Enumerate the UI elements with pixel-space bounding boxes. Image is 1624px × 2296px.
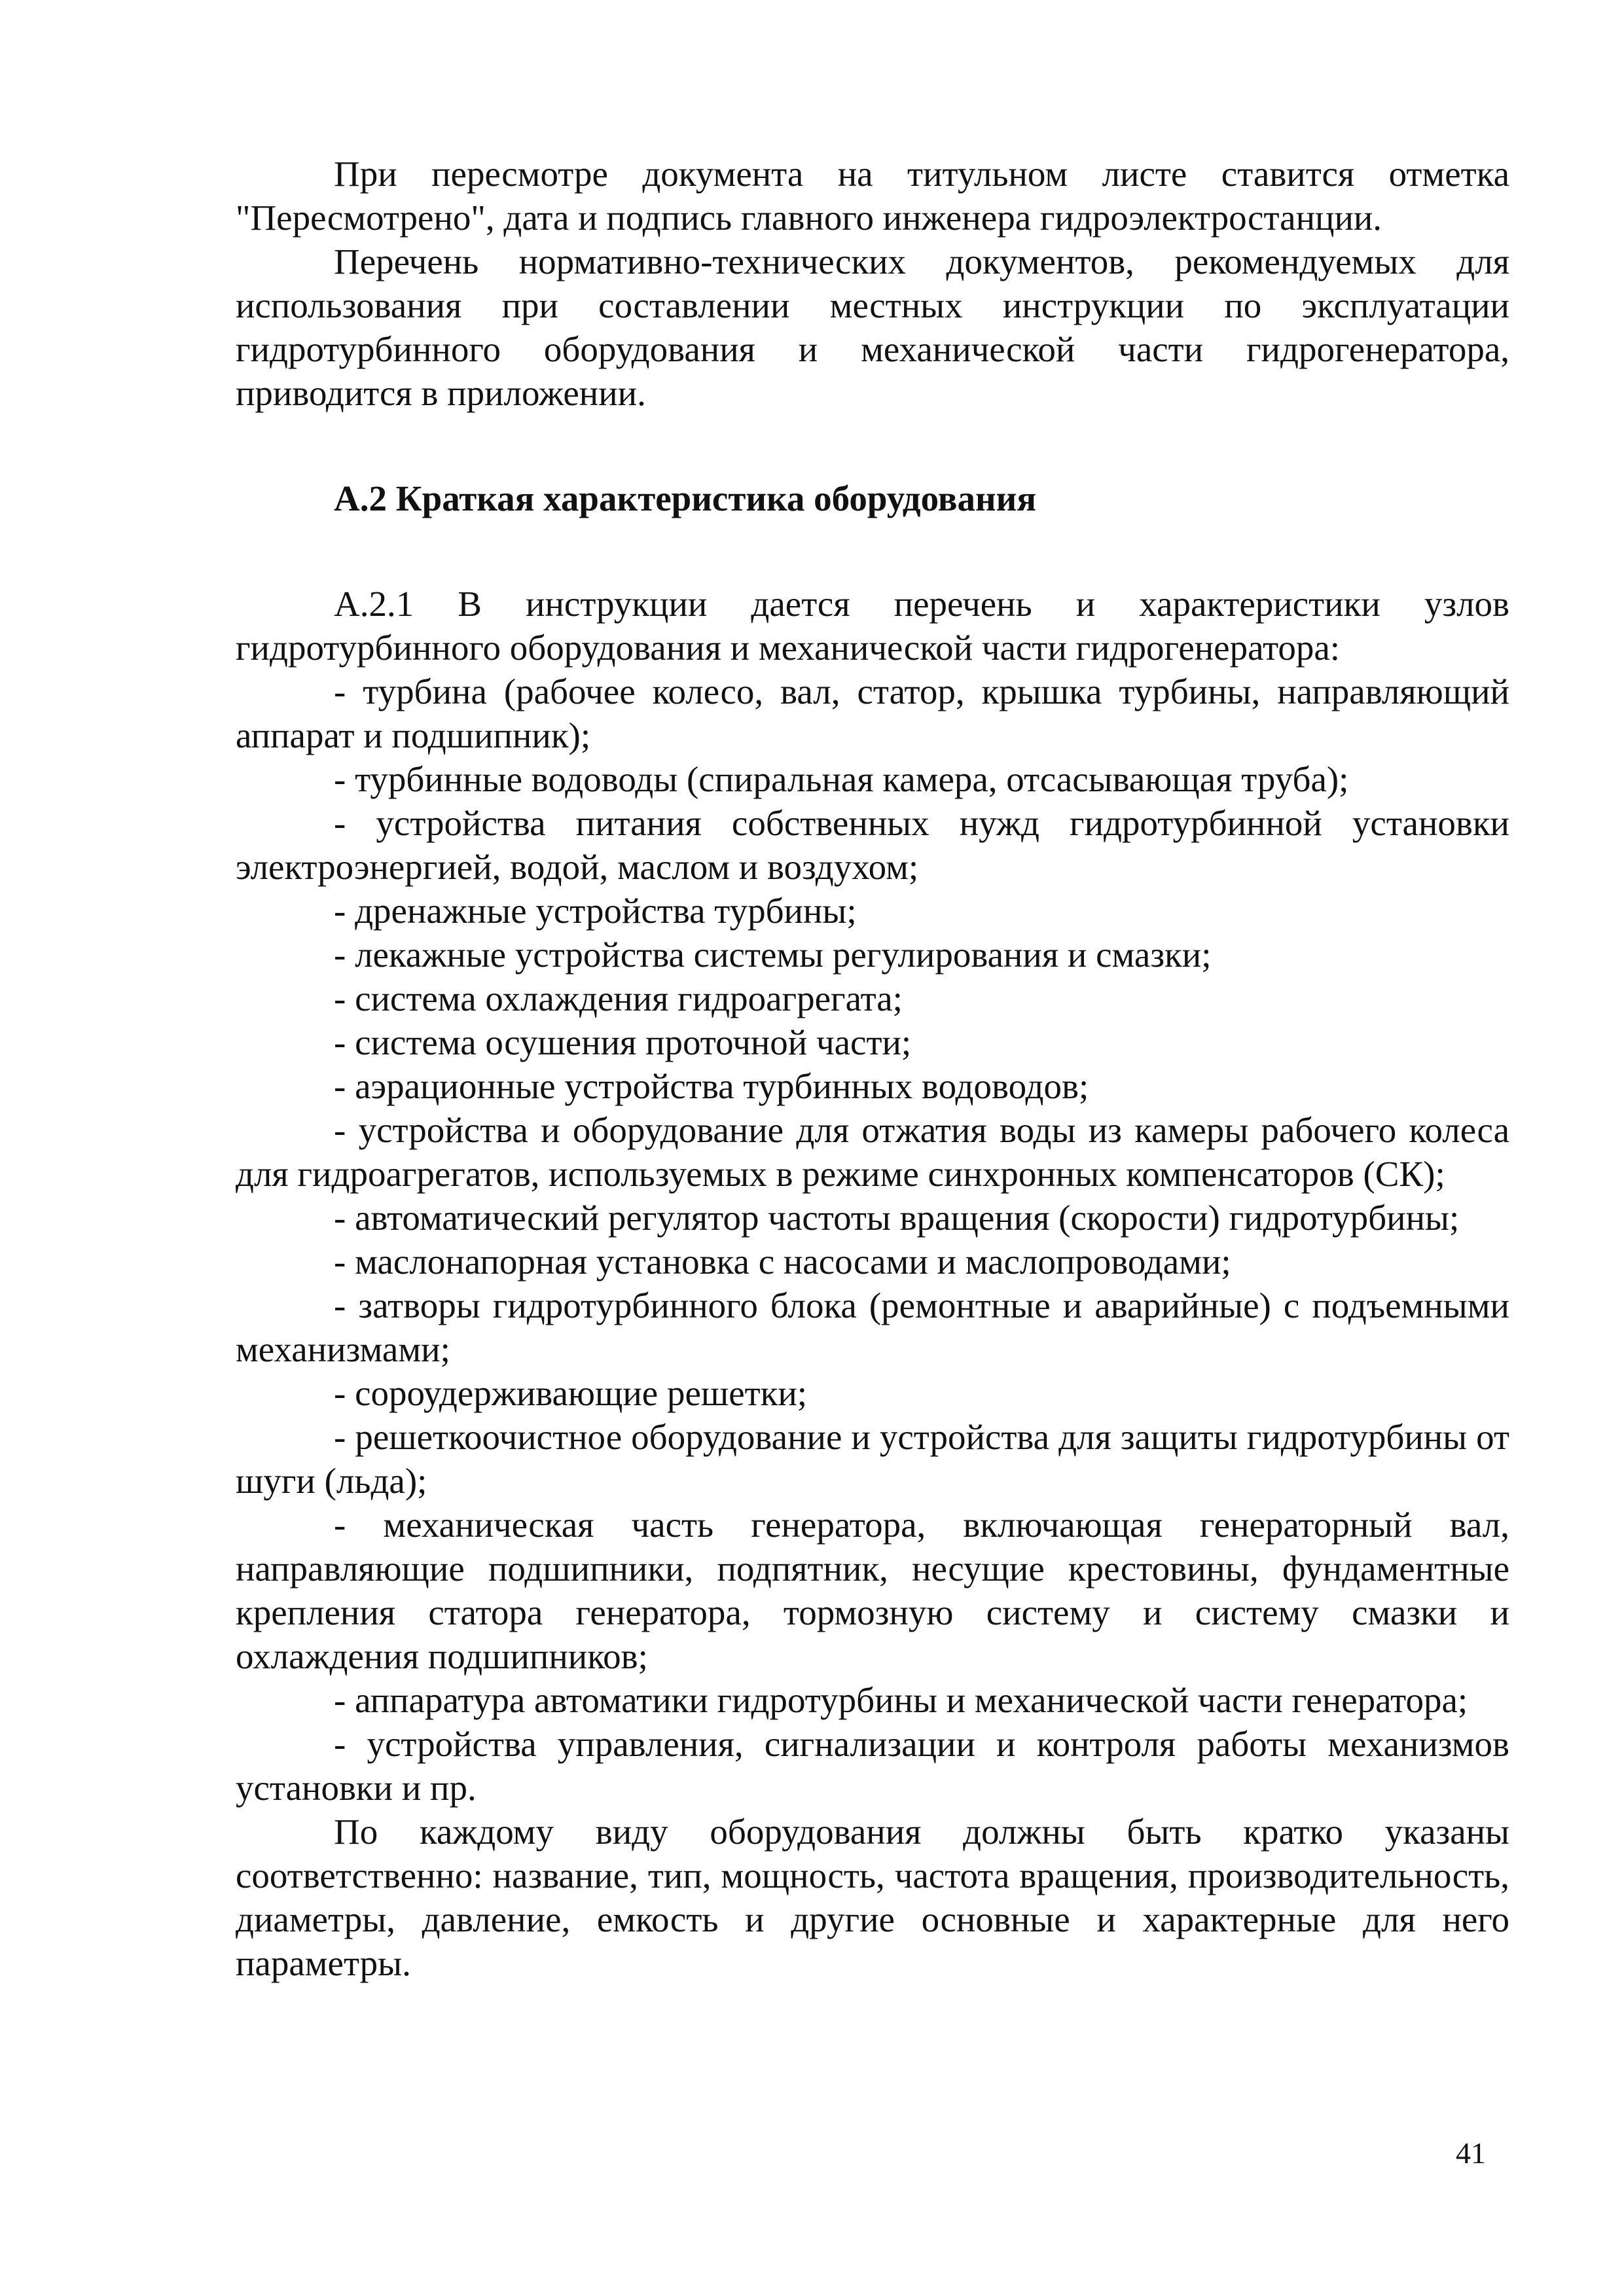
intro-paragraph: Перечень нормативно-технических документов, рекомендуемых для использования при составлении местных инструкции по эксплуатации гидротурбинного оборудования и механической части гидрогенератора, приводится в приложении. (236, 242, 1509, 413)
list-item: - устройства управления, сигнализации и контроля работы механизмов установки и пр. (236, 1724, 1509, 1808)
list-item: - аппаратура автоматики гидротурбины и механической части генератора; (334, 1680, 1468, 1720)
list-item: - решеткоочистное оборудование и устройства для защиты гидротурбины от шуги (льда); (236, 1417, 1509, 1501)
list-item: - турбина (рабочее колесо, вал, статор, крышка турбины, направляющий аппарат и подшипник); (236, 672, 1509, 755)
list-item: - сороудерживающие решетки; (334, 1373, 808, 1413)
list-item: - устройства и оборудование для отжатия воды из камеры рабочего колеса для гидроагрегатов, используемых в режиме синхронных компенсаторов (СК); (236, 1110, 1509, 1194)
list-item: - система охлаждения гидроагрегата; (334, 978, 903, 1018)
section-lead-paragraph: А.2.1 В инструкции дается перечень и характеристики узлов гидротурбинного оборудования и механической части гидрогенератора: (236, 584, 1509, 668)
closing-paragraph: По каждому виду оборудования должны быть кратко указаны соответственно: название, тип, мощность, частота вращения, производительность, диаметры, давление, емкость и другие основные и характерные для него параметры. (236, 1812, 1509, 1983)
list-item: - автоматический регулятор частоты вращения (скорости) гидротурбины; (334, 1198, 1460, 1238)
document-page (236, 152, 1509, 1985)
list-item: - маслонапорная установка с насосами и маслопроводами; (334, 1242, 1231, 1282)
list-item: - аэрационные устройства турбинных водоводов; (334, 1066, 1089, 1106)
list-item: - дренажные устройства турбины; (334, 891, 857, 931)
section-title: А.2 Краткая характеристика оборудования (334, 478, 1037, 518)
list-item: - лекажные устройства системы регулирования и смазки; (334, 935, 1212, 975)
intro-paragraph: При пересмотре документа на титульном листе ставится отметка "Пересмотрено", дата и подпись главного инженера гидроэлектростанции. (236, 154, 1509, 238)
list-item: - устройства питания собственных нужд гидротурбинной установки электроэнергией, водой, маслом и воздухом; (236, 803, 1509, 887)
list-item: - турбинные водоводы (спиральная камера, отсасывающая труба); (334, 759, 1349, 799)
list-item: - затворы гидротурбинного блока (ремонтные и аварийные) с подъемными механизмами; (236, 1285, 1509, 1369)
list-item: - система осушения проточной части; (334, 1022, 912, 1062)
list-item: - механическая часть генератора, включающая генераторный вал, направляющие подшипники, подпятник, несущие крестовины, фундаментные крепления статора генератора, тормозную систему и систему смазки и охлаждения подшипников; (236, 1505, 1509, 1676)
page-number: 41 (1456, 2136, 1486, 2170)
